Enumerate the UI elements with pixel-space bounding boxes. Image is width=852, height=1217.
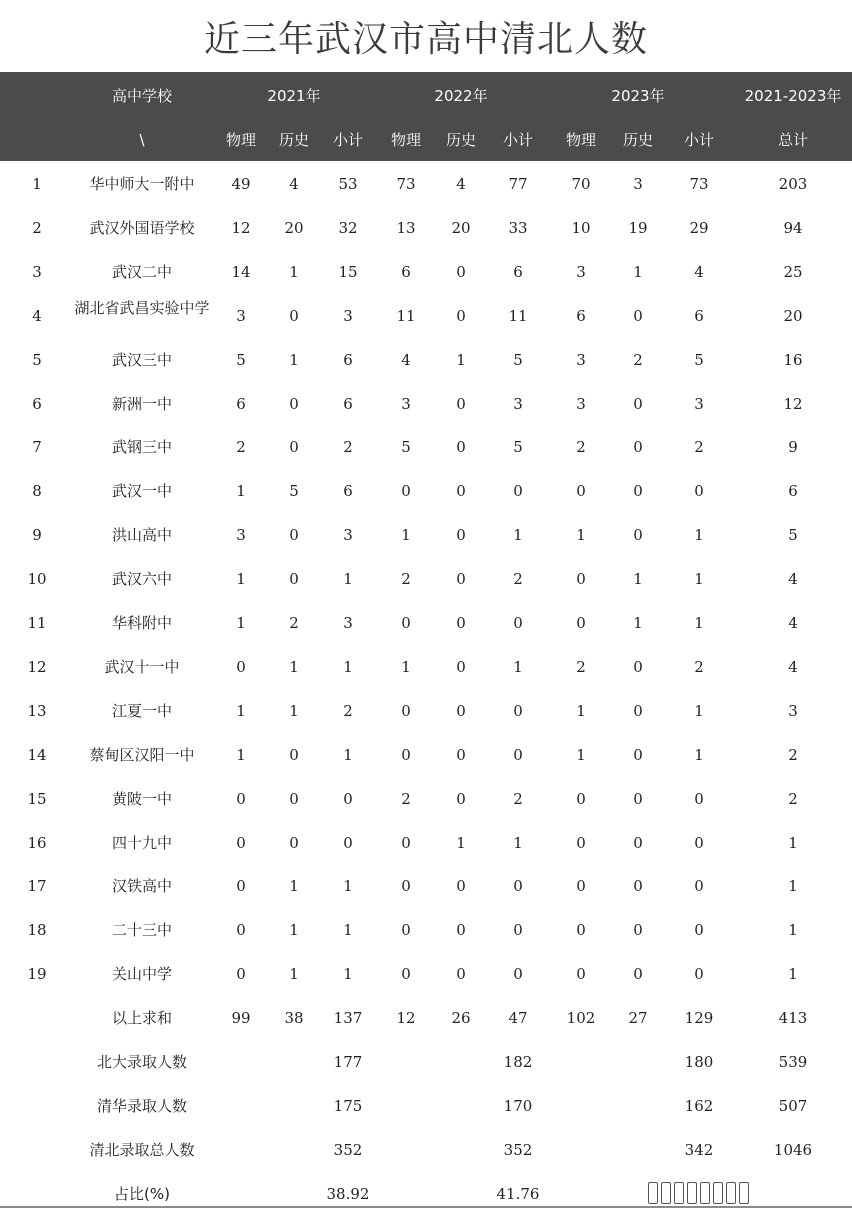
table-cell: 3 — [576, 262, 586, 281]
row-index: 14 — [27, 745, 47, 764]
table-cell: 32 — [338, 218, 358, 237]
school-name: 关山中学 — [111, 965, 172, 984]
table-cell: 1 — [694, 570, 704, 589]
table-cell: 0 — [289, 570, 299, 589]
table-cell: 16 — [783, 350, 803, 369]
table-cell: 1 — [236, 701, 246, 720]
table-cell: 9 — [788, 438, 798, 457]
table-cell: 6 — [788, 482, 798, 501]
table-cell: 0 — [401, 614, 411, 632]
row-index: 15 — [27, 789, 47, 808]
table-cell: 3 — [633, 175, 643, 193]
table-cell: 0 — [576, 789, 586, 808]
summary-cell: 38.92 — [326, 1184, 370, 1203]
table-cell: 2 — [694, 438, 704, 457]
table-cell: 70 — [571, 175, 591, 193]
table-cell: 0 — [456, 482, 466, 501]
header-sub: 总计 — [777, 131, 808, 149]
table-cell: 2 — [401, 789, 411, 808]
header-year: 2023年 — [611, 87, 665, 105]
table-cell: 1 — [289, 965, 299, 984]
table-cell: 0 — [401, 701, 411, 720]
table-cell: 4 — [788, 570, 798, 589]
table-cell: 1 — [513, 833, 523, 852]
summary-cell: 180 — [684, 1053, 714, 1071]
table-cell: 14 — [231, 262, 251, 281]
table-cell: 0 — [401, 482, 411, 501]
logo-bar-icon — [648, 1182, 658, 1204]
row-index: 3 — [32, 262, 42, 281]
table-cell: 0 — [401, 921, 411, 940]
summary-cell: 352 — [333, 1140, 363, 1159]
table-cell: 0 — [236, 657, 246, 676]
table-bottom-border — [0, 1206, 852, 1208]
table-cell: 0 — [513, 921, 523, 940]
table-cell: 203 — [778, 175, 808, 193]
summary-cell: 170 — [503, 1096, 533, 1115]
table-cell: 0 — [456, 614, 466, 632]
table-cell: 1 — [236, 570, 246, 589]
row-index: 5 — [32, 350, 42, 369]
table-cell: 1 — [513, 657, 523, 676]
table-cell: 0 — [694, 921, 704, 940]
table-cell: 1 — [236, 482, 246, 501]
table-cell: 3 — [343, 306, 353, 325]
table-cell: 0 — [576, 877, 586, 896]
table-cell: 0 — [401, 833, 411, 852]
table-cell: 1 — [289, 701, 299, 720]
summary-cell: 102 — [566, 1009, 596, 1028]
table-cell: 1 — [694, 745, 704, 764]
table-cell: 0 — [456, 789, 466, 808]
table-cell: 0 — [694, 789, 704, 808]
table-cell: 1 — [513, 526, 523, 545]
header-sub: 小计 — [502, 131, 533, 149]
school-name: 武汉一中 — [111, 482, 172, 501]
school-name: 蔡甸区汉阳一中 — [89, 745, 195, 764]
header-sub: 小计 — [683, 131, 714, 149]
summary-cell: 162 — [684, 1096, 714, 1115]
table-cell: 0 — [633, 657, 643, 676]
table-cell: 1 — [343, 877, 353, 896]
table-cell: 6 — [343, 482, 353, 501]
summary-label: 占比(%) — [114, 1184, 170, 1203]
table-cell: 0 — [633, 526, 643, 545]
table-cell: 1 — [788, 833, 798, 852]
app-logo-icon — [648, 1180, 749, 1204]
table-cell: 0 — [236, 789, 246, 808]
summary-cell: 507 — [778, 1096, 808, 1115]
summary-cell: 26 — [451, 1009, 471, 1028]
row-index: 17 — [27, 877, 47, 896]
school-name: 二十三中 — [111, 921, 172, 940]
school-name: 黄陂一中 — [111, 789, 172, 808]
summary-cell: 27 — [628, 1009, 648, 1028]
table-cell: 0 — [456, 965, 466, 984]
table-cell: 1 — [456, 833, 466, 852]
table-cell: 5 — [513, 438, 523, 457]
logo-bar-icon — [726, 1182, 736, 1204]
school-name: 武汉十一中 — [104, 657, 180, 676]
table-cell: 0 — [694, 833, 704, 852]
table-cell: 0 — [633, 306, 643, 325]
header-sub: 物理 — [390, 131, 421, 149]
table-cell: 1 — [236, 614, 246, 632]
row-index: 9 — [32, 526, 42, 545]
table-cell: 0 — [289, 789, 299, 808]
header-year: 2021-2023年 — [744, 87, 842, 105]
table-cell: 77 — [508, 175, 528, 193]
table-cell: 0 — [694, 965, 704, 984]
table-cell: 1 — [343, 657, 353, 676]
table-cell: 1 — [343, 570, 353, 589]
table-cell: 6 — [343, 394, 353, 413]
logo-bar-icon — [661, 1182, 671, 1204]
table-cell: 0 — [236, 877, 246, 896]
school-name: 湖北省武昌实验中学 — [74, 298, 210, 317]
table-cell: 0 — [289, 526, 299, 545]
header-sub: 历史 — [445, 131, 476, 149]
table-cell: 0 — [289, 394, 299, 413]
table-cell: 11 — [396, 306, 416, 325]
table-cell: 5 — [401, 438, 411, 457]
table-cell: 2 — [401, 570, 411, 589]
summary-cell: 1046 — [773, 1140, 813, 1159]
row-index: 11 — [27, 614, 47, 632]
table-cell: 73 — [689, 175, 709, 193]
table-cell: 0 — [456, 526, 466, 545]
table-cell: 0 — [576, 570, 586, 589]
table-cell: 0 — [633, 965, 643, 984]
summary-cell: 47 — [508, 1009, 528, 1028]
table-cell: 1 — [788, 965, 798, 984]
table-cell: 0 — [633, 394, 643, 413]
table-cell: 1 — [633, 570, 643, 589]
row-index: 6 — [32, 394, 42, 413]
school-name: 武汉外国语学校 — [89, 218, 195, 237]
table-cell: 3 — [513, 394, 523, 413]
table-cell: 0 — [633, 482, 643, 501]
table-cell: 1 — [633, 614, 643, 632]
table-cell: 1 — [788, 921, 798, 940]
row-index: 19 — [27, 965, 47, 984]
table-cell: 1 — [343, 965, 353, 984]
table-cell: 1 — [576, 701, 586, 720]
table-cell: 0 — [456, 262, 466, 281]
table-cell: 1 — [576, 745, 586, 764]
table-cell: 0 — [694, 877, 704, 896]
table-cell: 3 — [401, 394, 411, 413]
row-index: 10 — [27, 570, 47, 589]
table-cell: 1 — [576, 526, 586, 545]
table-cell: 0 — [456, 745, 466, 764]
table-cell: 2 — [788, 789, 798, 808]
table-cell: 0 — [456, 877, 466, 896]
table-cell: 20 — [783, 306, 803, 325]
school-name: 洪山高中 — [111, 526, 172, 545]
table-cell: 0 — [456, 394, 466, 413]
table-cell: 6 — [513, 262, 523, 281]
table-cell: 20 — [284, 218, 304, 237]
header-backslash: \ — [139, 131, 145, 149]
summary-cell: 175 — [333, 1096, 363, 1115]
row-index: 16 — [27, 833, 47, 852]
summary-label: 清北录取总人数 — [89, 1140, 195, 1159]
table-cell: 0 — [576, 965, 586, 984]
logo-bar-icon — [674, 1182, 684, 1204]
table-cell: 1 — [236, 745, 246, 764]
summary-label: 清华录取人数 — [96, 1096, 187, 1115]
table-cell: 1 — [401, 526, 411, 545]
table-cell: 1 — [401, 657, 411, 676]
table-cell: 0 — [456, 921, 466, 940]
table-cell: 3 — [788, 701, 798, 720]
table-cell: 0 — [513, 877, 523, 896]
table-cell: 4 — [401, 350, 411, 369]
header-year: 2021年 — [267, 87, 321, 105]
table-cell: 12 — [231, 218, 251, 237]
logo-bar-icon — [700, 1182, 710, 1204]
table-cell: 0 — [456, 438, 466, 457]
table-cell: 0 — [401, 965, 411, 984]
table-cell: 0 — [456, 701, 466, 720]
table-cell: 0 — [576, 921, 586, 940]
table-cell: 29 — [689, 218, 709, 237]
table-cell: 3 — [236, 306, 246, 325]
summary-cell: 12 — [396, 1009, 416, 1028]
row-index: 18 — [27, 921, 47, 940]
table-cell: 49 — [231, 175, 251, 193]
table-cell: 0 — [401, 745, 411, 764]
table-cell: 6 — [694, 306, 704, 325]
table-cell: 2 — [788, 745, 798, 764]
table-cell: 2 — [576, 657, 586, 676]
table-cell: 4 — [456, 175, 466, 193]
table-cell: 0 — [633, 921, 643, 940]
header-school: 高中学校 — [111, 87, 172, 105]
table-cell: 2 — [289, 614, 299, 632]
table-cell: 0 — [289, 745, 299, 764]
summary-cell: 177 — [333, 1053, 363, 1071]
table-cell: 1 — [289, 877, 299, 896]
school-name: 武汉二中 — [111, 262, 172, 281]
table-cell: 0 — [289, 833, 299, 852]
row-index: 4 — [32, 306, 42, 325]
table-cell: 0 — [633, 789, 643, 808]
table-cell: 1 — [694, 614, 704, 632]
table-cell: 3 — [576, 394, 586, 413]
table-cell: 0 — [633, 833, 643, 852]
row-index: 12 — [27, 657, 47, 676]
table-cell: 25 — [783, 262, 803, 281]
summary-cell: 539 — [778, 1053, 808, 1071]
table-cell: 0 — [513, 614, 523, 632]
summary-label: 以上求和 — [111, 1009, 172, 1028]
table-cell: 73 — [396, 175, 416, 193]
table-cell: 6 — [343, 350, 353, 369]
table-cell: 1 — [694, 701, 704, 720]
table-cell: 4 — [694, 262, 704, 281]
table-cell: 5 — [788, 526, 798, 545]
table-cell: 0 — [289, 306, 299, 325]
summary-cell: 99 — [231, 1009, 251, 1028]
table-cell: 0 — [456, 306, 466, 325]
table-cell: 13 — [396, 218, 416, 237]
table-cell: 10 — [571, 218, 591, 237]
table-cell: 0 — [343, 833, 353, 852]
table-cell: 0 — [456, 570, 466, 589]
logo-bar-icon — [687, 1182, 697, 1204]
row-index: 2 — [32, 218, 42, 237]
header-sub: 小计 — [332, 131, 363, 149]
table-cell: 20 — [451, 218, 471, 237]
table-cell: 1 — [343, 745, 353, 764]
table-cell: 0 — [633, 701, 643, 720]
table-cell: 2 — [694, 657, 704, 676]
school-name: 江夏一中 — [111, 701, 172, 720]
table-cell: 0 — [236, 921, 246, 940]
row-index: 8 — [32, 482, 42, 501]
table-cell: 1 — [788, 877, 798, 896]
table-cell: 1 — [694, 526, 704, 545]
header-sub: 历史 — [622, 131, 653, 149]
summary-cell: 413 — [778, 1009, 808, 1028]
summary-label: 北大录取人数 — [96, 1053, 187, 1071]
table-cell: 3 — [576, 350, 586, 369]
row-index: 7 — [32, 438, 42, 457]
school-name: 新洲一中 — [111, 394, 172, 413]
table-cell: 2 — [633, 350, 643, 369]
row-index: 13 — [27, 701, 47, 720]
table-cell: 0 — [576, 833, 586, 852]
header-year: 2022年 — [434, 87, 488, 105]
table-cell: 3 — [236, 526, 246, 545]
table-cell: 0 — [633, 877, 643, 896]
table-cell: 3 — [343, 614, 353, 632]
school-name: 四十九中 — [111, 833, 172, 852]
table-cell: 0 — [576, 482, 586, 501]
table-cell: 4 — [289, 175, 299, 193]
table-cell: 0 — [513, 965, 523, 984]
table-cell: 1 — [289, 657, 299, 676]
table-cell: 6 — [236, 394, 246, 413]
table-cell: 1 — [343, 921, 353, 940]
summary-cell: 137 — [333, 1009, 363, 1028]
table-cell: 6 — [401, 262, 411, 281]
table-cell: 0 — [513, 745, 523, 764]
school-name: 武汉六中 — [111, 570, 172, 589]
summary-cell: 41.76 — [496, 1184, 540, 1203]
table-cell: 1 — [456, 350, 466, 369]
school-name: 华科附中 — [111, 614, 172, 632]
table-cell: 0 — [401, 877, 411, 896]
table-cell: 0 — [633, 438, 643, 457]
table-cell: 1 — [289, 262, 299, 281]
summary-cell: 182 — [503, 1053, 533, 1071]
table-cell: 1 — [289, 350, 299, 369]
summary-cell: 352 — [503, 1140, 533, 1159]
table-cell: 2 — [343, 701, 353, 720]
table-cell: 2 — [576, 438, 586, 457]
table-cell: 2 — [236, 438, 246, 457]
school-name: 武钢三中 — [111, 438, 172, 457]
table-cell: 53 — [338, 175, 358, 193]
table-cell: 1 — [633, 262, 643, 281]
page-title: 近三年武汉市高中清北人数 — [203, 19, 648, 60]
logo-bar-icon — [739, 1182, 749, 1204]
table-cell: 0 — [343, 789, 353, 808]
summary-cell: 38 — [284, 1009, 304, 1028]
table-cell: 2 — [343, 438, 353, 457]
table-cell: 33 — [508, 218, 528, 237]
header-sub: 物理 — [565, 131, 596, 149]
table-cell: 3 — [694, 394, 704, 413]
school-name: 汉铁高中 — [111, 877, 172, 896]
table-cell: 3 — [343, 526, 353, 545]
table-cell: 0 — [513, 701, 523, 720]
school-name: 华中师大一附中 — [89, 175, 195, 193]
table-cell: 4 — [788, 657, 798, 676]
table-cell: 2 — [513, 789, 523, 808]
table-cell: 2 — [513, 570, 523, 589]
header-sub: 物理 — [225, 131, 256, 149]
table-cell: 0 — [694, 482, 704, 501]
row-index: 1 — [32, 175, 42, 193]
table-cell: 0 — [576, 614, 586, 632]
header-sub: 历史 — [278, 131, 309, 149]
table-cell: 5 — [289, 482, 299, 501]
summary-cell: 342 — [684, 1140, 714, 1159]
table-cell: 15 — [338, 262, 358, 281]
summary-cell: 129 — [684, 1009, 714, 1028]
table-cell: 6 — [576, 306, 586, 325]
table-cell: 11 — [508, 306, 528, 325]
table-cell: 0 — [236, 965, 246, 984]
table-cell: 0 — [513, 482, 523, 501]
table-cell: 5 — [236, 350, 246, 369]
table-cell: 12 — [783, 394, 803, 413]
table-cell: 5 — [513, 350, 523, 369]
table-cell: 94 — [783, 218, 803, 237]
table-cell: 5 — [694, 350, 704, 369]
table-cell: 0 — [289, 438, 299, 457]
table-cell: 4 — [788, 614, 798, 632]
table-cell: 0 — [236, 833, 246, 852]
table-cell: 1 — [289, 921, 299, 940]
table-cell: 0 — [456, 657, 466, 676]
table-cell: 19 — [628, 218, 648, 237]
table-cell: 0 — [633, 745, 643, 764]
logo-bar-icon — [713, 1182, 723, 1204]
school-name: 武汉三中 — [111, 350, 172, 369]
